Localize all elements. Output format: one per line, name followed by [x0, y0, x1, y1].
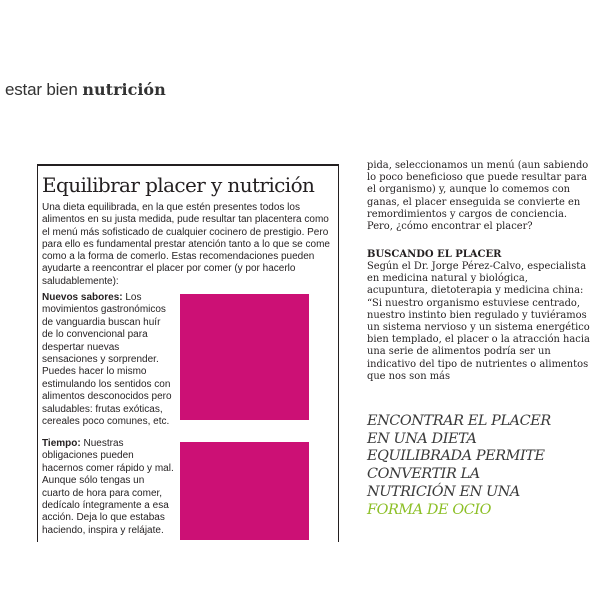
- quote-line: CONVERTIR LA: [367, 466, 480, 483]
- quote-line: NUTRICIÓN EN UNA: [367, 483, 520, 500]
- section-header: [5, 80, 166, 100]
- subheading: BUSCANDO EL PLACER: [367, 249, 502, 260]
- column-paragraph: pida, seleccionamos un menú (aun sabiendo lo poco beneficioso que puede resultar para el organismo) y, aunque lo comemos con ganas, el placer enseguida se convierte en remordimientos y cargos de conciencia. Pero, ¿cómo encontrar el placer?: [367, 160, 589, 233]
- photo-placeholder: [180, 294, 309, 420]
- pull-quote: [367, 413, 591, 519]
- quote-line: EQUILIBRADA PERMITE: [367, 448, 545, 465]
- tip-time: [42, 438, 174, 537]
- tip-text: Nuestras obligaciones pueden hacernos comer rápido y mal. Aunque sólo tengas un cuarto de hora para comer, dedícalo íntegramente a esa acción. Deja lo que estabas haciendo, inspira y relájate.: [42, 438, 174, 536]
- intro-paragraph: Una dieta equilibrada, en la que estén presentes todos los alimentos en su justa medida, pude resultar tan placentera como el menú más sofisticado de cualquier cocinero de prestigio. Pero para ello es fundamental prestar atención tanto a lo que se come como a la forma de comerlo. Estas recomendaciones pueden ayudarte a reencontrar el placer por comer (y por hacerlo saludablemente):: [42, 202, 330, 287]
- tip-lead: Nuevos sabores:: [42, 292, 123, 303]
- section-topic: nutrición: [82, 80, 166, 99]
- section-label: estar bien: [5, 80, 78, 99]
- tip-new-flavors: [42, 292, 174, 428]
- quote-line: EN UNA DIETA: [367, 430, 477, 447]
- quote-line: ENCONTRAR EL PLACER: [367, 413, 551, 429]
- article-title: Equilibrar placer y nutrición: [42, 173, 315, 197]
- quote-highlight: FORMA DE OCIO: [367, 501, 492, 518]
- tip-lead: Tiempo:: [42, 438, 81, 449]
- column-paragraph: Según el Dr. Jorge Pérez-Calvo, especialista en medicina natural y biológica, acupuntura, dietoterapia y medicina china: “Si nuestro organismo estuviese centrado, nuestro instinto bien regulado y tuviéramos un sistema nervioso y un sistema energético bien templado, el placer o la atracción hacia una serie de alimentos podría ser un indicativo del tipo de nutrientes o alimentos que nos son más: [367, 261, 590, 382]
- tip-text: Los movimientos gastronómicos de vanguardia buscan huír de lo convencional para despertar nuevas sensaciones y sorprender. Puedes hacer lo mismo estimulando los sentidos con alimentos desconocidos pero saludables: frutas exóticas, cereales poco comunes, etc.: [42, 292, 172, 428]
- photo-placeholder: [180, 442, 309, 540]
